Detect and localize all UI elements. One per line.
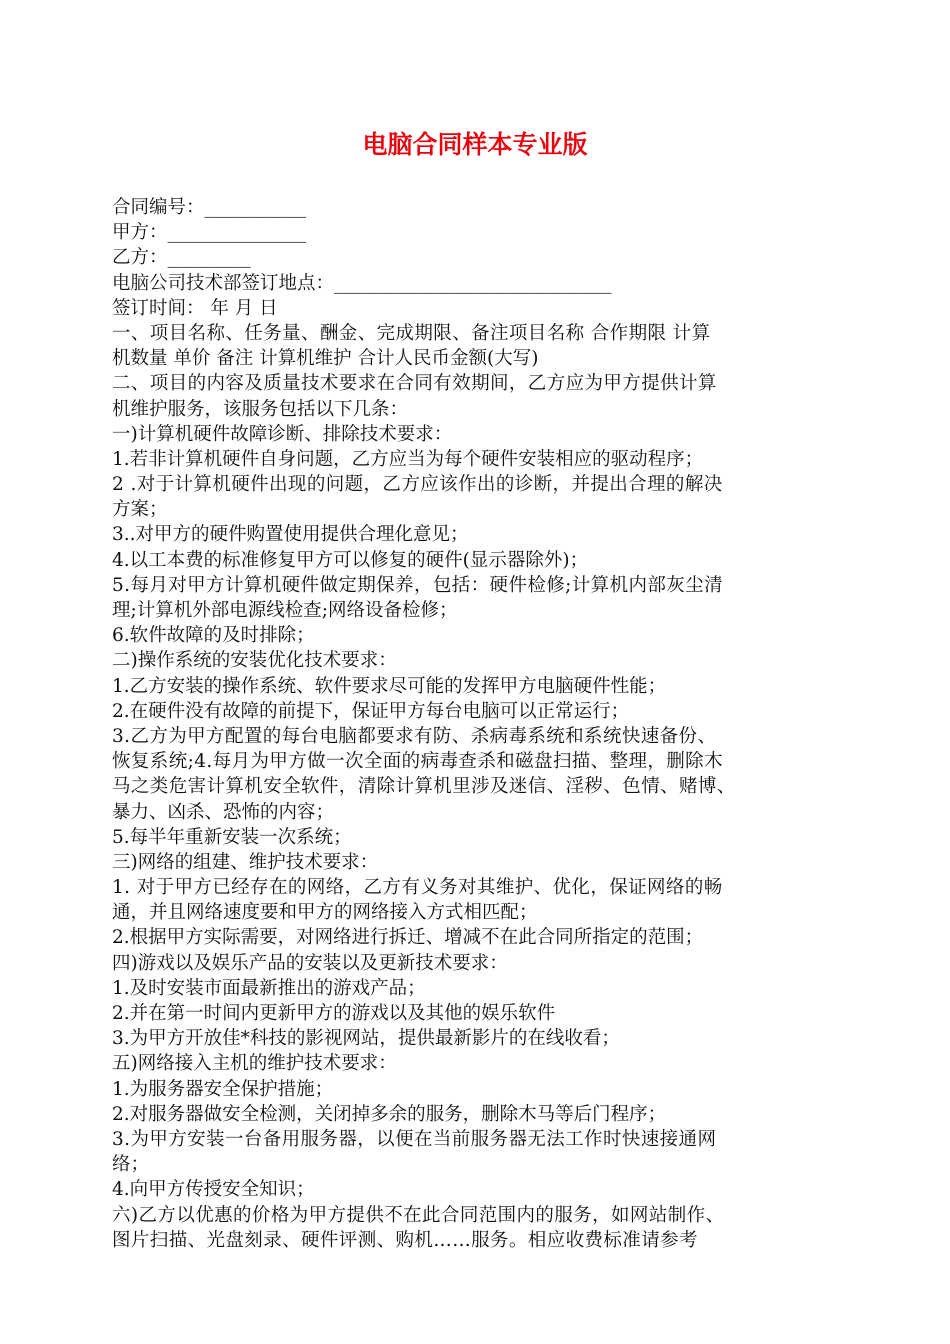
document-line: 六)乙方以优惠的价格为甲方提供不在此合同范围内的服务，如网站制作、 <box>112 1204 725 1226</box>
document-line: 2.对服务器做安全检测，关闭掉多余的服务，删除木马等后门程序； <box>112 1103 667 1125</box>
document-line: 4.向甲方传授安全知识； <box>112 1179 315 1201</box>
document-line: 一)计算机硬件故障诊断、排除技术要求： <box>112 423 453 445</box>
document-line: 一、项目名称、任务量、酬金、完成期限、备注项目名称 合作期限 计算 <box>112 322 711 344</box>
document-line: 签订时间： 年 月 日 <box>112 297 278 319</box>
document-line: 暴力、凶杀、恐怖的内容； <box>112 801 335 823</box>
document-line: 二)操作系统的安装优化技术要求： <box>112 650 397 672</box>
document-line: 3.为甲方开放佳*科技的影视网站，提供最新影片的在线收看； <box>112 1028 620 1050</box>
document-line: 3..对甲方的硬件购置使用提供合理化意见； <box>112 524 469 546</box>
document-line: 二、项目的内容及质量技术要求在合同有效期间，乙方应为甲方提供计算 <box>112 373 717 395</box>
document-line: 理;计算机外部电源线检查;网络设备检修； <box>112 600 458 621</box>
document-line: 2.并在第一时间内更新甲方的游戏以及其他的娱乐软件 <box>112 1003 556 1024</box>
document-line: 恢复系统;4.每月为甲方做一次全面的病毒查杀和磁盘扫描、整理，删除木 <box>112 751 723 773</box>
document-line: 机维护服务，该服务包括以下几条： <box>112 398 409 420</box>
document-line: 3.乙方为甲方配置的每台电脑都要求有防、杀病毒系统和系统快速备份、 <box>112 725 717 747</box>
document-line: 1.若非计算机硬件自身问题，乙方应当为每个硬件安装相应的驱动程序； <box>112 448 704 470</box>
document-body <box>112 195 842 1253</box>
document-line: 1. 对于甲方已经存在的网络，乙方有义务对其维护、优化，保证网络的畅 <box>112 877 723 899</box>
document-line: 机数量 单价 备注 计算机维护 合计人民币金额(大写) <box>112 348 539 370</box>
document-line: 络； <box>112 1154 150 1176</box>
document-line: 4.以工本费的标准修复甲方可以修复的硬件(显示器除外)； <box>112 549 589 571</box>
document-line: 合同编号：___________ <box>112 197 307 218</box>
document-line: 1.及时安装市面最新推出的游戏产品； <box>112 977 426 999</box>
document-line: 三)网络的组建、维护技术要求： <box>112 851 379 873</box>
document-line: 五)网络接入主机的维护技术要求： <box>112 1053 397 1075</box>
document-line: 2.在硬件没有故障的前提下，保证甲方每台电脑可以正常运行； <box>112 700 630 722</box>
document-line: 5.每半年重新安装一次系统； <box>112 826 352 848</box>
document-line: 图片扫描、光盘刻录、硬件评测、购机……服务。相应收费标准请参考 <box>112 1229 698 1251</box>
document-line: 方案； <box>112 499 168 521</box>
document-line: 四)游戏以及娱乐产品的安装以及更新技术要求： <box>112 952 508 974</box>
document-title: 电脑合同样本专业版 <box>362 130 588 159</box>
document-line: 电脑公司技术部签订地点：______________________________ <box>112 272 612 294</box>
document-line: 马之类危害计算机安全软件，清除计算机里涉及迷信、淫秽、色情、赌博、 <box>112 776 736 798</box>
document-line: 1.为服务器安全保护措施； <box>112 1078 334 1100</box>
document-line: 1.乙方安装的操作系统、软件要求尽可能的发挥甲方电脑硬件性能； <box>112 675 667 697</box>
document-line: 通，并且网络速度要和甲方的网络接入方式相匹配； <box>112 902 538 924</box>
document-line: 3.为甲方安装一台备用服务器，以便在当前服务器无法工作时快速接通网 <box>112 1128 717 1150</box>
document-line: 乙方：_________ <box>112 247 251 269</box>
document-line: 5.每月对甲方计算机硬件做定期保养，包括：硬件检修;计算机内部灰尘清 <box>112 574 723 596</box>
document-line: 2.根据甲方实际需要，对网络进行拆迁、增减不在此合同所指定的范围； <box>112 927 704 949</box>
document-line: 2 .对于计算机硬件出现的问题，乙方应该作出的诊断，并提出合理的解决 <box>112 474 723 496</box>
document-line: 6.软件故障的及时排除； <box>112 625 315 647</box>
document-line: 甲方：_______________ <box>112 222 307 244</box>
